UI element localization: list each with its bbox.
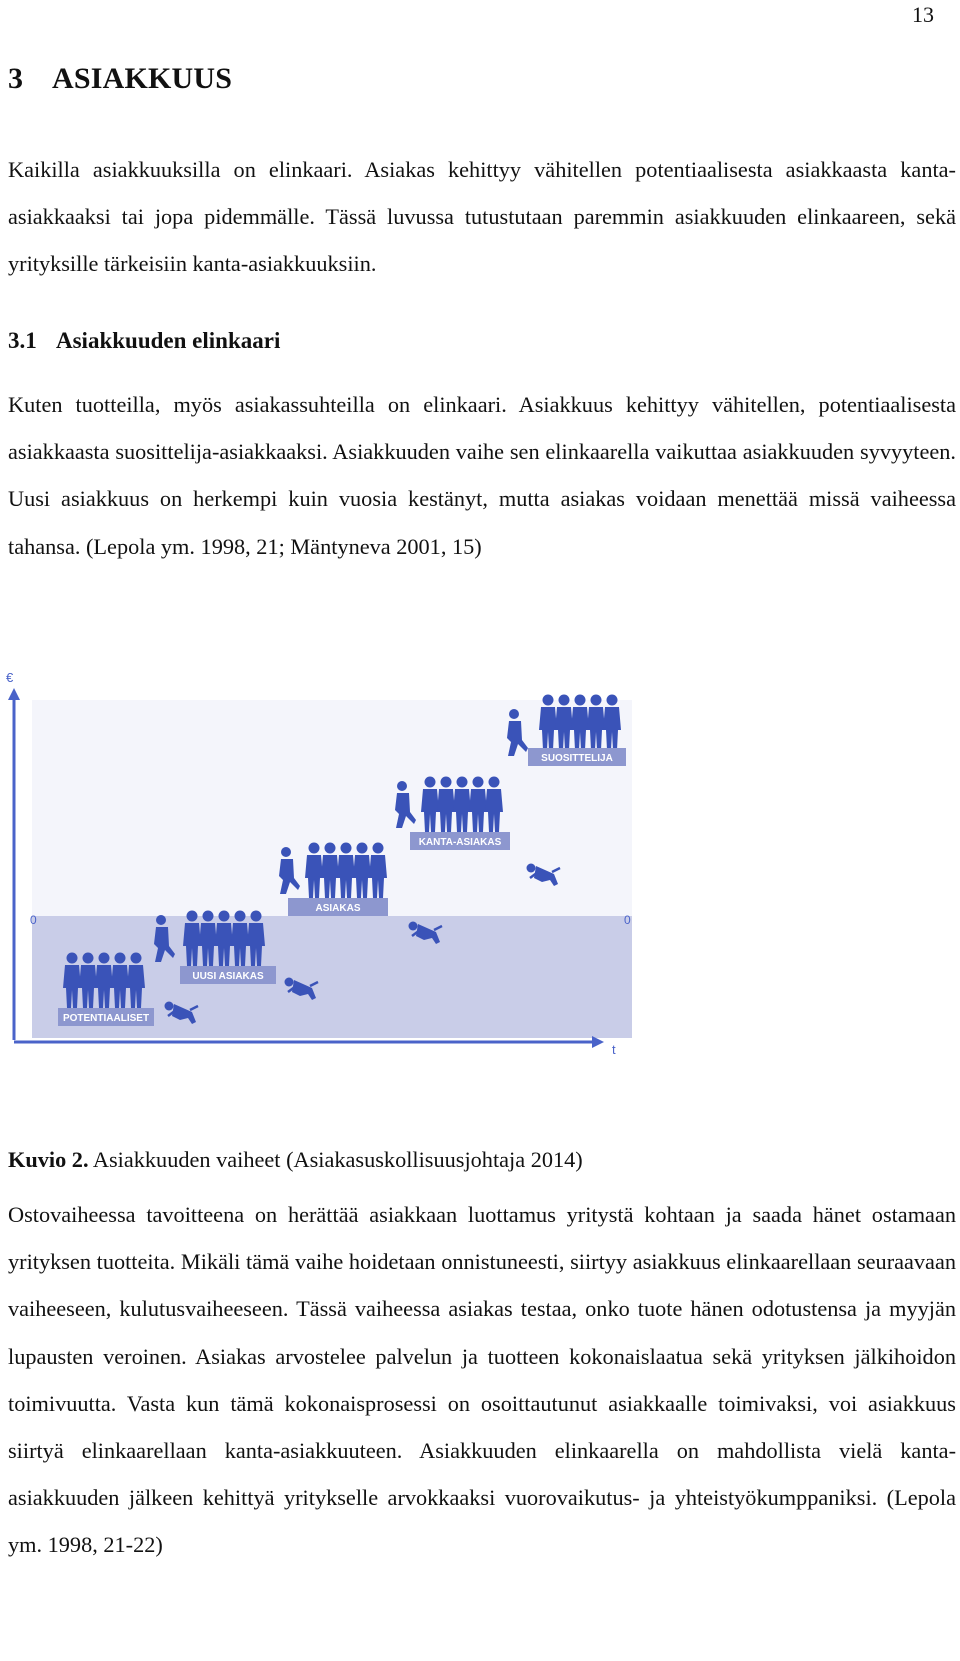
zero-left: 0: [30, 913, 37, 927]
page-number: 13: [912, 2, 934, 27]
section-number: 3.1: [8, 328, 37, 353]
lifecycle-illustration: [0, 670, 675, 1120]
intro-paragraph: Kaikilla asiakkuuksilla on elinkaari. Asiakas kehittyy vähitellen potentiaalisesta asiakkaasta kanta-asiakkaaksi tai jopa pidemmälle. Tässä luvussa tutustutaan paremmin asiakkuuden elinkaareen, sekä yrityksille tärkeisiin kanta-asiakkuuksiin.: [8, 157, 956, 277]
section-title: Asiakkuuden elinkaari: [56, 328, 281, 353]
chapter-heading: [8, 62, 232, 96]
y-axis-symbol: €: [6, 670, 14, 685]
y-axis-arrow: [8, 688, 20, 700]
stage-label-kanta-asiakas: KANTA-ASIAKAS: [418, 837, 502, 848]
stage-label-potentiaaliset: POTENTIAALISET: [62, 1013, 150, 1024]
zero-right: 0: [624, 913, 631, 927]
section-heading: [8, 328, 280, 354]
x-axis-symbol: t: [612, 1042, 616, 1057]
section-paragraph: Kuten tuotteilla, myös asiakassuhteilla on elinkaari. Asiakkuus kehittyy vähitellen, potentiaalisesta asiakkaasta suosittelija-asiakkaaksi. Asiakkuuden vaihe sen elinkaarella vaikuttaa asiakkuuden syvyyteen. Uusi asiakkuus on herkempi kuin vuosia kestänyt, mutta asiakas voidaan menettää missä vaiheessa tahansa. (Lepola ym. 1998, 21; Mäntyneva 2001, 15): [8, 392, 956, 559]
chapter-title: ASIAKKUUS: [52, 62, 233, 95]
body-paragraph: Ostovaiheessa tavoitteena on herättää asiakkaan luottamus yritystä kohtaan ja saada hänet ostamaan yrityksen tuotteita. Mikäli tämä vaihe hoidetaan onnistuneesti, siirtyy asiakkuus elinkaarellaan seuraavaan vaiheeseen, kulutusvaiheeseen. Tässä vaiheessa asiakas testaa, onko tuote hänen odotustensa ja myyjän lupausten veroinen. Asiakas arvostelee palvelun ja tuotteen kokonaislaatua sekä yrityksen jälkihoidon toimivuutta. Vasta kun tämä kokonaisprosessi on osoittautunut asiakkaalle toimivaksi, voi asiakkuus siirtyä elinkaarellaan kanta-asiakkuuteen. Asiakkuuden elinkaarella on mahdollista vielä kanta-asiakkuuden jälkeen kehittyä yritykselle arvokkaaksi vuorovaikutus- ja yhteistyökumppaniksi. (Lepola ym. 1998, 21-22): [8, 1202, 956, 1558]
caption-text: Asiakkuuden vaiheet (Asiakasuskollisuusjohtaja 2014): [88, 1147, 583, 1172]
chapter-number: 3: [8, 62, 24, 95]
caption-label: Kuvio 2.: [8, 1147, 89, 1172]
figure-caption: [8, 1147, 583, 1173]
stage-label-uusi-asiakas: UUSI ASIAKAS: [192, 971, 264, 982]
stage-label-suosittelija: SUOSITTELIJA: [541, 753, 613, 764]
customer-lifecycle-figure: [0, 670, 675, 1120]
stage-label-asiakas: ASIAKAS: [315, 903, 361, 914]
